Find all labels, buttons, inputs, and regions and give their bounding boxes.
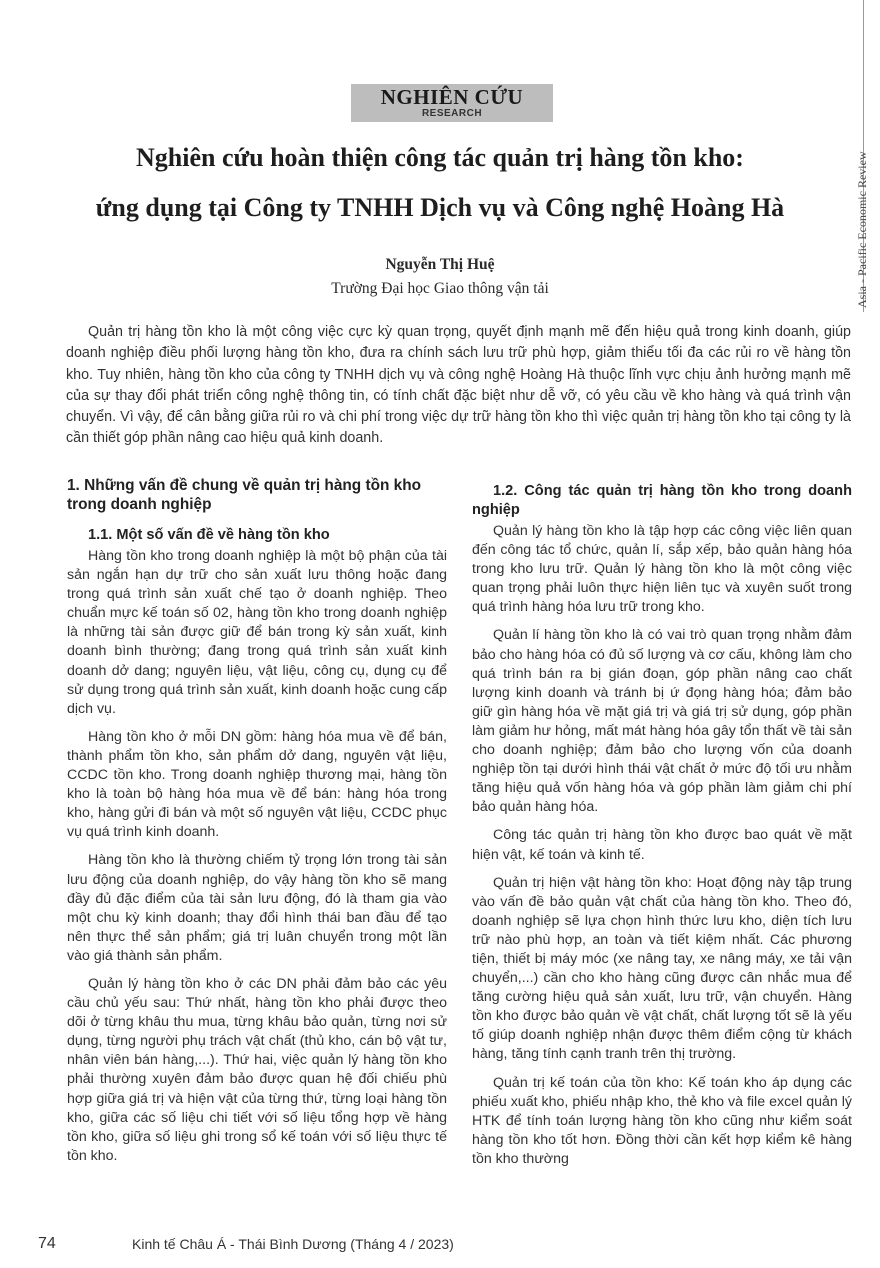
paragraph: Hàng tồn kho là thường chiếm tỷ trọng lớn trong tài sản lưu động của doanh nghiệp, do vậy hàng tồn kho sẽ mang đầy đủ đặc điểm của tài sản lưu động, đó là tham gia vào một chu kỳ kinh doanh; thay đổi hình thái ban đầu để tạo nên thực thể sản phẩm; giá trị luân chuyển trong một lần vào giá thành sản phẩm. [67,852,447,964]
paragraph: Quản lý hàng tồn kho là tập hợp các công việc liên quan đến công tác tổ chức, quản lí, sắp xếp, bảo quản hàng hóa trong kho lưu trữ. Quản lý hàng tồn kho là một công việc quan trọng phải luôn thực hiện liên tục và xuyên suốt trong quá trình hàng hóa lưu trữ trong kho. [472,523,852,616]
abstract: Quản trị hàng tồn kho là một công việc cực kỳ quan trọng, quyết định mạnh mẽ đến hiệu quả trong kinh doanh, giúp doanh nghiệp điều phối lượng hàng tồn kho, đưa ra chính sách lưu trữ phù hợp, giảm thiểu tối đa các rủi ro về hàng tồn kho. Tuy nhiên, hàng tồn kho của công ty TNHH dịch vụ và công nghệ Hoàng Hà thuộc lĩnh vực chịu ảnh hưởng mạnh mẽ của sự thay đổi phát triển công nghệ thông tin, có tính chất đặc biệt như dễ vỡ, có yêu cầu về kho hàng và quá trình vận chuyển. Vì vậy, để cân bằng giữa rủi ro và chi phí trong việc dự trữ hàng tồn kho thì việc quản trị hàng tồn kho tại công ty là cần thiết góp phần nâng cao hiệu quả kinh doanh. [66,324,851,447]
subsection-heading-1-2: 1.2. Công tác quản trị hàng tồn kho trong doanh nghiệp [472,483,852,518]
paragraph: Quản lý hàng tồn kho ở các DN phải đảm bảo các yêu cầu chủ yếu sau: Thứ nhất, hàng tồn kho phải được theo dõi ở từng khâu thu mua, từng khâu bảo quản, từng nơi sử dụng, từng người phụ trách vật chất (thủ kho, cán bộ vật tư, nhân viên bán hàng,...). Thứ hai, việc quản lý hàng tồn kho phải thường xuyên đảm bảo được quan hệ đối chiếu phù hợp giữa giá trị và hiện vật của từng thứ, từng loại hàng tồn kho, giữa các số liệu chi tiết với số liệu tổng hợp về hàng tồn kho, giữa số liệu ghi trong sổ kế toán với số liệu thực tế tồn kho. [67,975,447,1164]
journal-footer: Kinh tế Châu Á - Thái Bình Dương (Tháng 4 / 2023) [132,1236,454,1252]
section-heading-1: 1. Những vấn đề chung về quản trị hàng tồn kho trong doanh nghiệp [67,477,422,513]
paragraph: Hàng tồn kho trong doanh nghiệp là một bộ phận của tài sản ngắn hạn dự trữ cho sản xuất lưu thông hoặc đang trong quá trình sản xuất chế tạo ở doanh nghiệp. Theo chuẩn mực kế toán số 02, hàng tồn kho trong doanh nghiệp là những tài sản được giữ để bán trong kỳ sản xuất, kinh doanh bình thường; đang trong quá trình sản xuất kinh doanh dở dang; nguyên liệu, vật liệu, công cụ, dụng cụ để sử dụng trong quá trình sản xuất, kinh doanh hoặc cung cấp dịch vụ. [67,548,447,717]
article-title-line-1: Nghiên cứu hoàn thiện công tác quản trị hàng tồn kho: [136,143,744,172]
journal-side-label: Asia - Pacific Economic Review [855,151,869,308]
left-column [67,476,447,1175]
paragraph: Quản lí hàng tồn kho là có vai trò quan trọng nhằm đảm bảo cho hàng hóa có đủ số lượng và cơ cấu, không làm cho quá trình bán ra bị gián đoạn, góp phần nâng cao chất lượng kinh doanh và tránh bị ứ đọng hàng hóa; đảm bảo giữ gìn hàng hóa về mặt giá trị và giá trị sử dụng, góp phần làm giảm hư hỏng, mất mát hàng hóa gây tổn thất về tài sản cho doanh nghiệp; đảm bảo cho lượng vốn của doanh nghiệp tồn tại dưới hình thái vật chất ở mức độ tối ưu nhằm tăng hiệu quả vốn hàng hóa và góp phần làm giảm chi phí bảo quản hàng hóa. [472,627,852,816]
paragraph: Hàng tồn kho ở mỗi DN gồm: hàng hóa mua về để bán, thành phẩm tồn kho, sản phẩm dở dang, nguyên vật liệu, CCDC tồn kho. Trong doanh nghiệp thương mại, hàng tồn kho là toàn bộ hàng hóa mua về để bán: hàng hóa trong kho, hàng gửi đi bán và một số nguyên vật liệu, CCDC phục vụ quá trình kinh doanh. [67,728,447,841]
author-name: Nguyễn Thị Huệ [385,256,495,273]
right-column [472,482,852,1178]
section-banner [351,84,553,122]
subsection-heading-1-1: 1.1. Một số vấn đề về hàng tồn kho [88,527,330,543]
paragraph: Quản trị hiện vật hàng tồn kho: Hoạt động này tập trung vào vấn đề bảo quản vật chất của hàng tồn kho. Theo đó, doanh nghiệp sẽ lựa chọn hình thức lưu kho, diện tích lưu trữ nào phù hợp, an toàn và tiết kiệm nhất. Các phương tiện, thiết bị máy móc (xe nâng tay, xe nâng máy, xe tải vận chuyển,...) cần cho kho hàng cũng được cân nhắc mua để tăng cường hiệu quả sản xuất, lưu trữ, vận chuyển. Hàng tồn kho được bảo quản về vật chất, chất lượng tốt sẽ là yếu tố giúp doanh nghiệp nhận được thêm điểm cộng từ khách hàng, tăng tính cạnh tranh trên thị trường. [472,874,852,1063]
article-title-line-2: ứng dụng tại Công ty TNHH Dịch vụ và Công nghệ Hoàng Hà [95,193,785,222]
paragraph: Quản trị kế toán của tồn kho: Kế toán kho áp dụng các phiếu xuất kho, phiếu nhập kho, thẻ kho và file excel quản lý HTK để tính toán lượng hàng tồn kho cũng như kiểm soát hàng tồn kho tốt hơn. Đồng thời cần kết hợp kiểm kê hàng tồn kho thường [472,1074,852,1167]
section-banner-subtitle: RESEARCH [421,108,483,119]
author-affiliation: Trường Đại học Giao thông vận tải [331,280,549,297]
section-banner-title: NGHIÊN CỨU [380,85,524,109]
page-number: 74 [38,1235,56,1252]
paragraph: Công tác quản trị hàng tồn kho được bao quát về mặt hiện vật, kế toán và kinh tế. [472,827,852,863]
